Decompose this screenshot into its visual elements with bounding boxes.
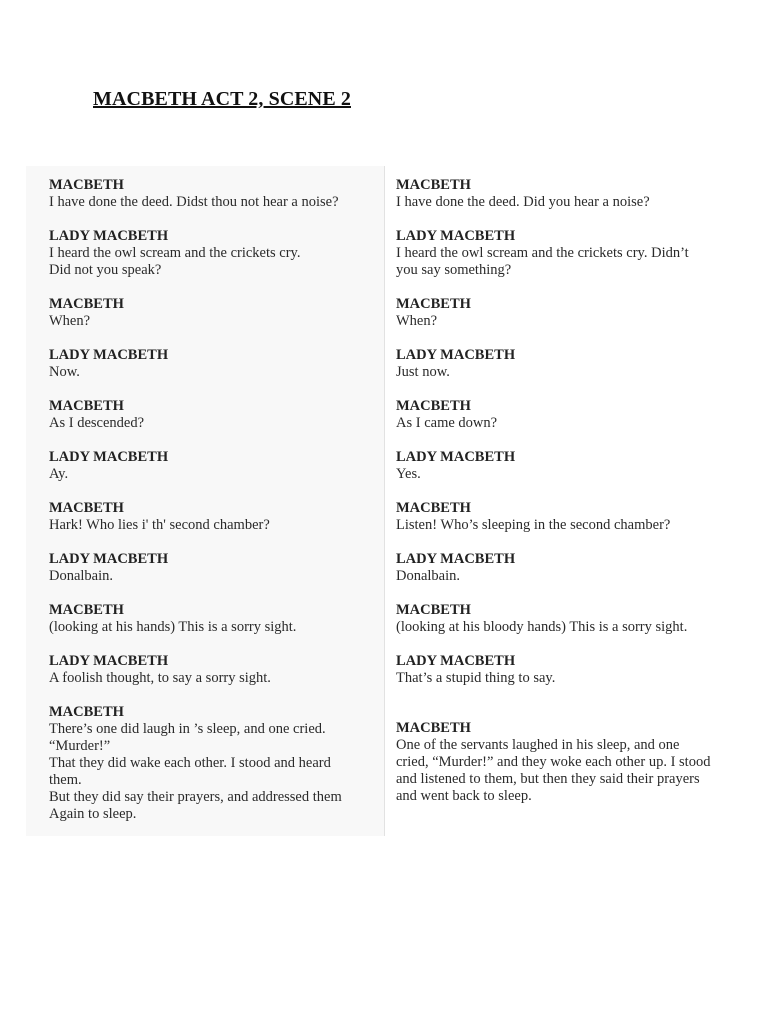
dialogue-entry — [49, 296, 378, 330]
speaker-name: MACBETH — [49, 177, 124, 193]
dialogue-line: When? — [396, 313, 438, 329]
speaker-name: MACBETH — [49, 704, 124, 720]
dialogue-entry — [49, 449, 378, 483]
dialogue-line: As I came down? — [396, 415, 498, 431]
page-title: MACBETH ACT 2, SCENE 2 — [93, 88, 351, 110]
speaker-name: LADY MACBETH — [396, 653, 516, 669]
dialogue-entry — [49, 704, 378, 823]
dialogue-line: A foolish thought, to say a sorry sight. — [49, 670, 271, 686]
dialogue-entry — [396, 296, 738, 330]
dialogue-entry — [396, 500, 738, 534]
speaker-name: MACBETH — [396, 398, 471, 414]
dialogue-entry — [396, 228, 738, 279]
dialogue-line: (looking at his bloody hands) This is a sorry sight. — [396, 619, 688, 635]
dialogue-line: When? — [49, 313, 91, 329]
dialogue-table — [26, 166, 744, 836]
dialogue-line: As I descended? — [49, 415, 145, 431]
dialogue-entry — [396, 398, 738, 432]
dialogue-entry — [49, 177, 378, 211]
dialogue-line: Ay. — [49, 466, 69, 482]
dialogue-entry — [49, 347, 378, 381]
speaker-name: LADY MACBETH — [49, 551, 169, 567]
dialogue-line: (looking at his hands) This is a sorry sight. — [49, 619, 297, 635]
speaker-name: LADY MACBETH — [396, 449, 516, 465]
dialogue-entry — [396, 177, 738, 211]
dialogue-entry — [396, 551, 738, 585]
dialogue-line: Yes. — [396, 466, 421, 482]
speaker-name: LADY MACBETH — [49, 449, 169, 465]
dialogue-line: I have done the deed. Did you hear a noise? — [396, 194, 650, 210]
dialogue-entry — [49, 500, 378, 534]
dialogue-entry — [49, 602, 378, 636]
speaker-name: LADY MACBETH — [49, 228, 169, 244]
dialogue-entry — [396, 602, 738, 636]
dialogue-entry — [396, 449, 738, 483]
speaker-name: MACBETH — [396, 296, 471, 312]
speaker-name: MACBETH — [49, 296, 124, 312]
speaker-name: MACBETH — [396, 602, 471, 618]
dialogue-entry — [396, 347, 738, 381]
dialogue-line: There’s one did laugh in ’s sleep, and one cried. “Murder!” That they did wake each other. I stood and heard them. But they did say their prayers, and addressed them Again to sleep. — [49, 721, 342, 822]
dialogue-line: I have done the deed. Didst thou not hear a noise? — [49, 194, 339, 210]
original-text-column — [26, 166, 385, 836]
dialogue-entry — [49, 551, 378, 585]
speaker-name: LADY MACBETH — [396, 228, 516, 244]
dialogue-line: Now. — [49, 364, 80, 380]
dialogue-entry — [49, 228, 378, 279]
dialogue-line: I heard the owl scream and the crickets cry. Did not you speak? — [49, 245, 301, 278]
dialogue-entry — [396, 653, 738, 687]
speaker-name: MACBETH — [396, 500, 471, 516]
dialogue-line: Hark! Who lies i' th' second chamber? — [49, 517, 270, 533]
speaker-name: LADY MACBETH — [396, 551, 516, 567]
speaker-name: MACBETH — [49, 500, 124, 516]
speaker-name: MACBETH — [49, 602, 124, 618]
dialogue-line: One of the servants laughed in his sleep, and one cried, “Murder!” and they woke each other up. I stood and listened to them, but then they said their prayers and went back to sleep. — [396, 737, 711, 804]
dialogue-entry — [49, 653, 378, 687]
speaker-name: LADY MACBETH — [396, 347, 516, 363]
modern-text-column — [385, 166, 744, 836]
speaker-name: MACBETH — [396, 720, 471, 736]
blank-spacer — [396, 704, 738, 720]
dialogue-entry — [396, 720, 738, 805]
dialogue-line: Listen! Who’s sleeping in the second chamber? — [396, 517, 671, 533]
dialogue-line: Donalbain. — [396, 568, 461, 584]
dialogue-entry — [49, 398, 378, 432]
speaker-name: MACBETH — [49, 398, 124, 414]
speaker-name: MACBETH — [396, 177, 471, 193]
dialogue-line: I heard the owl scream and the crickets cry. Didn’t you say something? — [396, 245, 689, 278]
speaker-name: LADY MACBETH — [49, 347, 169, 363]
dialogue-line: That’s a stupid thing to say. — [396, 670, 556, 686]
speaker-name: LADY MACBETH — [49, 653, 169, 669]
dialogue-line: Just now. — [396, 364, 450, 380]
dialogue-line: Donalbain. — [49, 568, 114, 584]
